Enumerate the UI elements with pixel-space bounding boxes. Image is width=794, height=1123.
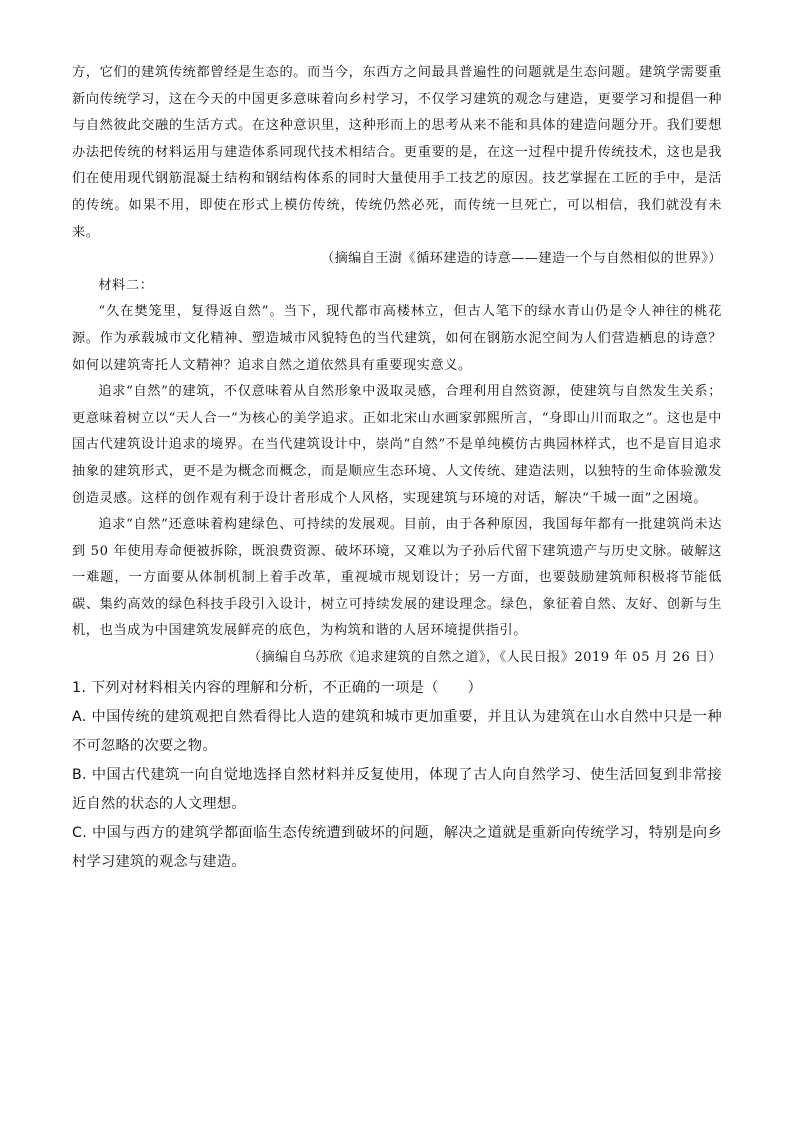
question-1 [72,674,722,877]
question-stem: 1. 下列对材料相关内容的理解和分析，不正确的一项是（ ） [72,679,483,696]
material1-source: （摘编自王澍《循环建造的诗意——建造一个与自然相似的世界》） [320,251,722,267]
document-page [72,60,722,877]
material2-source: （摘编自乌苏欣《追求建筑的自然之道》，《人民日报》2019 年 05 月 26 日） [247,650,722,666]
option-b: B. 中国古代建筑一向自觉地选择自然材料并反复使用，体现了古人向自然学习、使生活回复到非常接近自然的状态的人文理想。 [72,766,722,812]
material2-heading: 材料二： [98,277,154,293]
material2-paragraph: “久在樊笼里，复得返自然”。当下，现代都市高楼林立，但古人笔下的绿水青山仍是令人神往的桃花源。作为承载城市文化精神、塑造城市风貌特色的当代建筑，如何在钢筋水泥空间为人们营造栖息的诗意？如何以建筑寄托人文精神？追求自然之道依然具有重要现实意义。 [72,304,722,373]
material2-paragraph: 追求“自然”还意味着构建绿色、可持续的发展观。目前，由于各种原因，我国每年都有一批建筑尚未达到 50 年使用寿命便被拆除，既浪费资源、破坏环境，又难以为子孙后代留下建筑遗产与历史文脉。破解这一难题，一方面要从体制机制上着手改革，重视城市规划设计；另一方面，也要鼓励建筑师积极将节能低碳、集约高效的绿色科技手段引入设计，树立可持续发展的建设理念。绿色，象征着自然、友好、创新与生机，也当成为中国建筑发展鲜亮的底色，为构筑和谐的人居环境提供指引。 [72,517,722,639]
material2-paragraph: 追求“自然”的建筑，不仅意味着从自然形象中汲取灵感，合理利用自然资源，使建筑与自然发生关系；更意味着树立以“天人合一”为核心的美学追求。正如北宋山水画家郭熙所言，“身即山川而取之”。这也是中国古代建筑设计追求的境界。在当代建筑设计中，崇尚“自然”不是单纯模仿古典园林样式，也不是盲目追求抽象的建筑形式，更不是为概念而概念，而是顺应生态环境、人文传统、建造法则，以独特的生命体验激发创造灵感。这样的创作观有利于设计者形成个人风格，实现建筑与环境的对话，解决“千城一面”之困境。 [72,384,722,506]
option-c: C. 中国与西方的建筑学都面临生态传统遭到破坏的问题，解决之道就是重新向传统学习，特别是向乡村学习建筑的观念与建造。 [72,824,722,870]
option-a: A. 中国传统的建筑观把自然看得比人造的建筑和城市更加重要，并且认为建筑在山水自然中只是一种不可忽略的次要之物。 [72,708,722,754]
material1-continuation: 方，它们的建筑传统都曾经是生态的。而当今，东西方之间最具普遍性的问题就是生态问题。建筑学需要重新向传统学习，这在今天的中国更多意味着向乡村学习，不仅学习建筑的观念与建造，更要学习和提倡一种与自然彼此交融的生活方式。在这种意识里，这种形而上的思考从来不能和具体的建造问题分开。我们要想办法把传统的材料运用与建造体系同现代技术相结合。更重要的是，在这一过程中提升传统技术，这也是我们在使用现代钢筋混凝土结构和钢结构体系的同时大量使用手工技艺的原因。技艺掌握在工匠的手中，是活的传统。如果不用，即使在形式上模仿传统，传统仍然必死，而传统一旦死亡，可以相信，我们就没有未来。 [72,65,722,240]
